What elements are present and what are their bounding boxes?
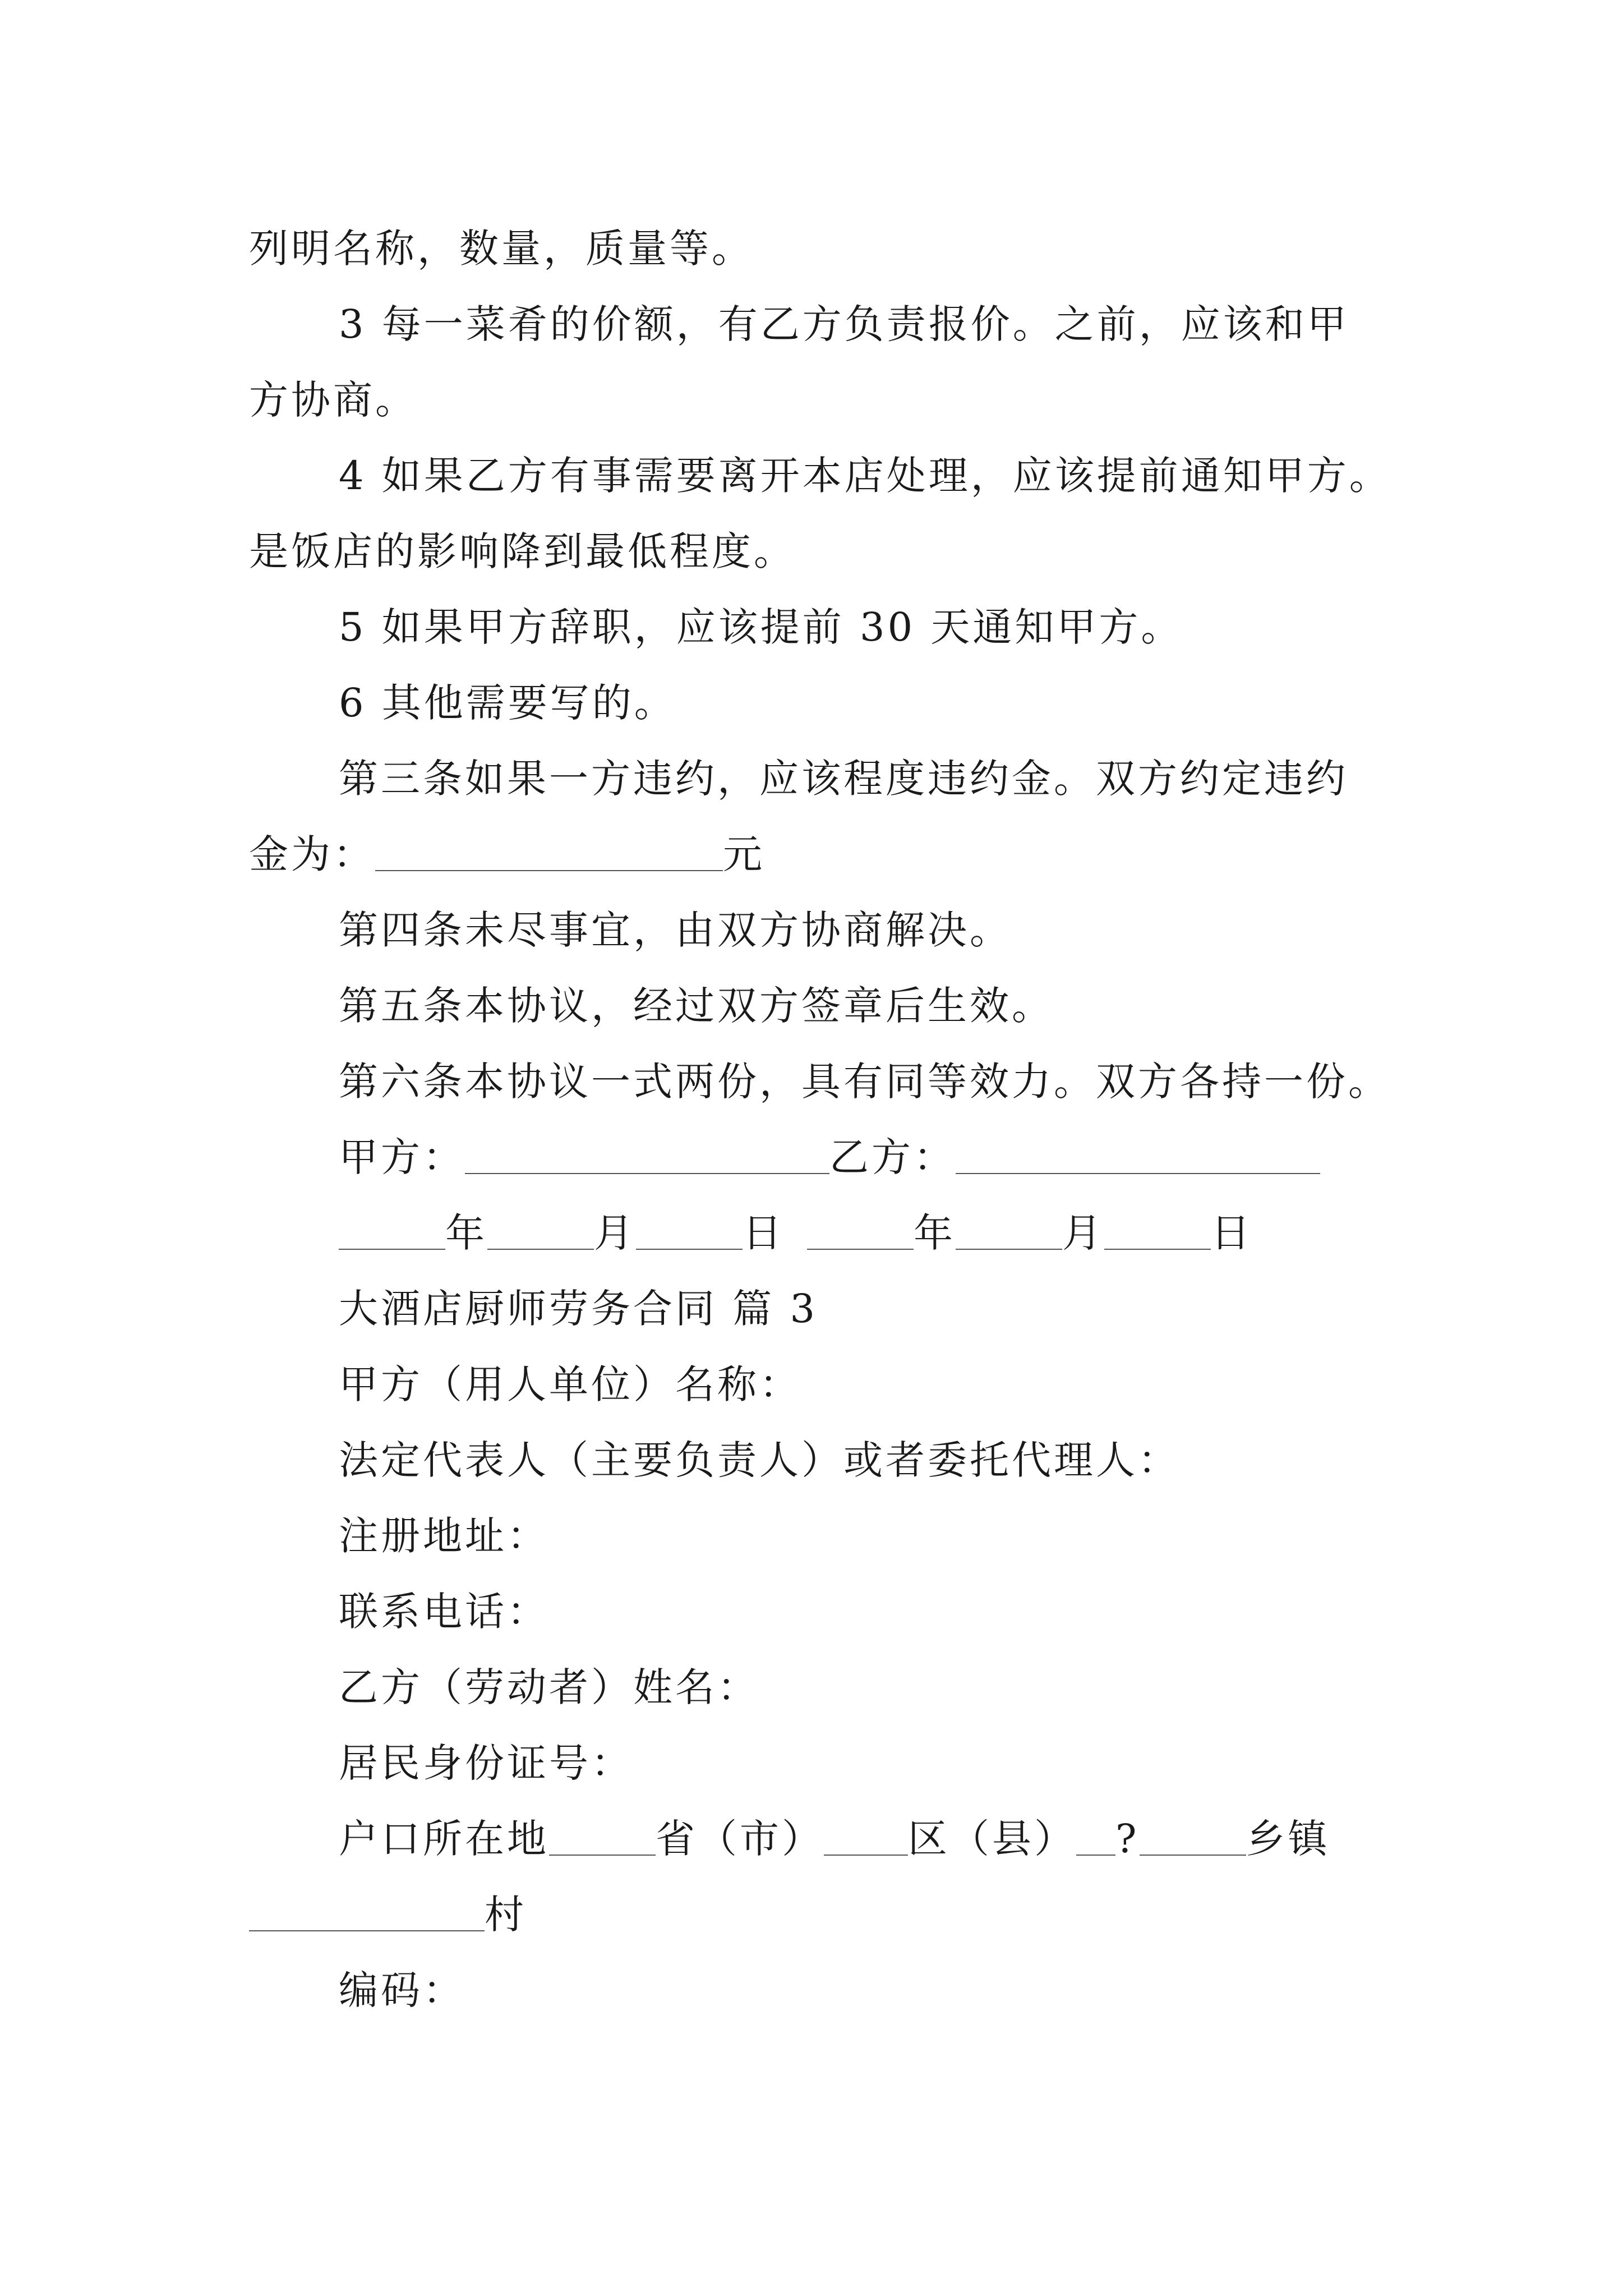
field-label: 居民身份证号：: [339, 1740, 633, 1786]
residence-label: 户口所在地: [339, 1816, 549, 1862]
town-label: 乡镇: [1246, 1816, 1330, 1862]
party-b-label: 乙方：: [829, 1134, 956, 1180]
month-blank[interactable]: [487, 1209, 594, 1250]
paragraph-line: 6 其他需要写的。: [339, 680, 676, 726]
party-a-signature-blank[interactable]: [465, 1134, 829, 1174]
paragraph-line: 是饭店的影响降到最低程度。: [249, 528, 796, 574]
street-blank[interactable]: [1076, 1815, 1115, 1856]
day-label: 日: [743, 1210, 785, 1256]
town-blank[interactable]: [1140, 1815, 1246, 1856]
penalty-line: [249, 829, 765, 880]
party-b-signature-blank[interactable]: [956, 1134, 1320, 1174]
village-blank[interactable]: [249, 1891, 485, 1931]
penalty-label: 金为：: [249, 831, 375, 877]
day-blank[interactable]: [1104, 1209, 1211, 1250]
month-label: 月: [594, 1210, 636, 1256]
village-line: [249, 1889, 527, 1940]
paragraph-line: 第四条未尽事宜，由双方协商解决。: [339, 907, 1012, 953]
day-blank[interactable]: [636, 1209, 743, 1250]
date-line: [339, 1208, 1253, 1258]
village-label: 村: [485, 1892, 527, 1938]
field-label: 注册地址：: [339, 1513, 549, 1559]
paragraph-line: 列明名称，数量，质量等。: [249, 226, 754, 272]
province-blank[interactable]: [549, 1815, 656, 1856]
district-blank[interactable]: [824, 1815, 908, 1856]
year-blank[interactable]: [807, 1209, 914, 1250]
penalty-amount-blank[interactable]: [375, 831, 723, 871]
party-a-label: 甲方：: [339, 1134, 465, 1180]
paragraph-line: 第六条本协议一式两份，具有同等效力。双方各持一份。: [339, 1059, 1390, 1105]
month-label: 月: [1062, 1210, 1104, 1256]
paragraph-line: 5 如果甲方辞职，应该提前 30 天通知甲方。: [339, 604, 1183, 650]
residence-line: [339, 1814, 1330, 1864]
paragraph-line: 3 每一菜肴的价额，有乙方负责报价。之前，应该和甲: [339, 301, 1349, 347]
signature-line: [339, 1132, 1320, 1182]
paragraph-line: 4 如果乙方有事需要离开本店处理，应该提前通知甲方。: [339, 453, 1391, 499]
province-label: 省（市）: [656, 1816, 824, 1862]
day-label: 日: [1211, 1210, 1253, 1256]
field-label: 甲方（用人单位）名称：: [339, 1361, 801, 1407]
paragraph-line: 第五条本协议，经过双方签章后生效。: [339, 983, 1054, 1029]
paragraph-line: 方协商。: [249, 377, 417, 423]
field-label: 乙方（劳动者）姓名：: [339, 1664, 759, 1710]
question-mark: ?: [1115, 1816, 1140, 1862]
penalty-unit: 元: [723, 831, 765, 877]
paragraph-line: 第三条如果一方违约，应该程度违约金。双方约定违约: [339, 756, 1348, 802]
month-blank[interactable]: [956, 1209, 1062, 1250]
year-blank[interactable]: [339, 1209, 445, 1250]
year-label: 年: [445, 1210, 487, 1256]
district-label: 区（县）: [908, 1816, 1076, 1862]
section-title: 大酒店厨师劳务合同 篇 3: [339, 1286, 818, 1332]
field-label: 联系电话：: [339, 1589, 549, 1635]
field-label: 编码：: [339, 1967, 465, 2013]
field-label: 法定代表人（主要负责人）或者委托代理人：: [339, 1437, 1180, 1483]
year-label: 年: [914, 1210, 956, 1256]
